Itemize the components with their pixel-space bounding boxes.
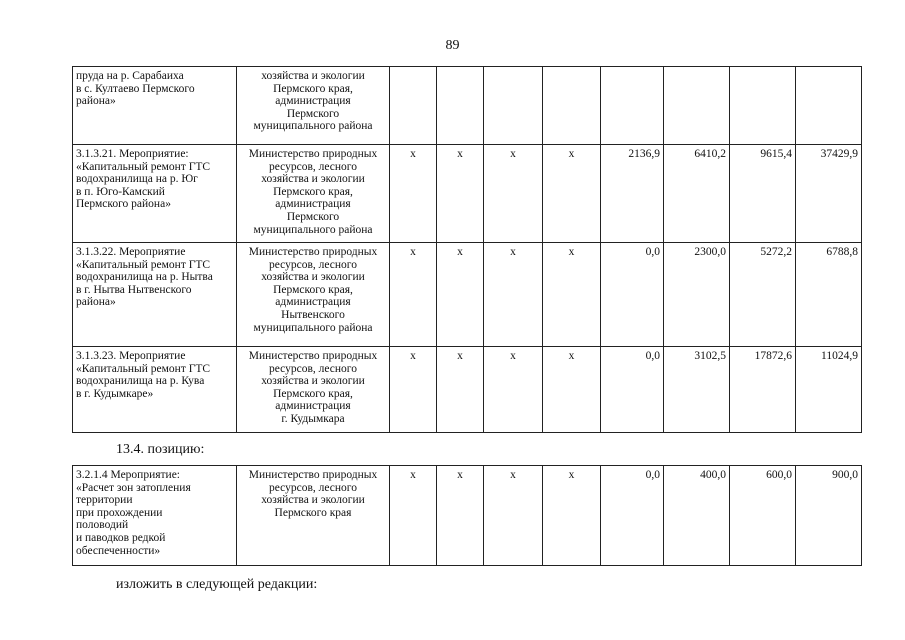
measure-name-line: 3.2.1.4 Мероприятие: bbox=[76, 469, 181, 481]
measure-name-line: Пермского района» bbox=[76, 198, 171, 211]
mark-cell bbox=[543, 67, 601, 145]
amount-cell: 0,0 bbox=[601, 347, 664, 433]
mark-cell: х bbox=[484, 466, 543, 566]
measure-name-line: и паводков редкой bbox=[76, 531, 166, 544]
responsible-cell bbox=[237, 347, 390, 433]
responsible-line: Пермского bbox=[286, 107, 340, 120]
responsible-line: ресурсов, лесного bbox=[269, 481, 357, 494]
table-row bbox=[73, 466, 862, 566]
responsible-line: ресурсов, лесного bbox=[269, 258, 357, 271]
responsible-line: Нытвенского bbox=[281, 308, 345, 321]
responsible-line: муниципального района bbox=[253, 120, 373, 133]
amount-cell: 11024,9 bbox=[796, 347, 862, 433]
table-row bbox=[73, 347, 862, 433]
responsible-line: хозяйства и экологии bbox=[261, 173, 365, 186]
mark-cell bbox=[390, 67, 437, 145]
responsible-cell bbox=[237, 67, 390, 145]
amount-cell bbox=[730, 67, 796, 145]
amount-cell: 37429,9 bbox=[796, 145, 862, 243]
responsible-line: хозяйства и экологии bbox=[261, 375, 365, 388]
measure-name-line: при прохождении bbox=[76, 506, 163, 519]
responsible-line: Пермского края, bbox=[273, 283, 353, 296]
measure-name-cell bbox=[73, 347, 237, 433]
responsible-line: Пермского края, bbox=[273, 185, 353, 198]
table-row bbox=[73, 145, 862, 243]
table-row bbox=[73, 67, 862, 145]
responsible-line: ресурсов, лесного bbox=[269, 160, 357, 173]
amount-cell: 2136,9 bbox=[601, 145, 664, 243]
measure-name-line: «Капитальный ремонт ГТС bbox=[76, 160, 211, 173]
mark-cell: х bbox=[484, 243, 543, 347]
measure-name-line: 3.1.3.23. Мероприятие bbox=[76, 350, 186, 362]
measure-name-line: района» bbox=[76, 296, 116, 309]
measure-name-line: в г. Нытва Нытвенского bbox=[76, 283, 192, 296]
responsible-line: хозяйства и экологии bbox=[261, 271, 365, 284]
mark-cell: х bbox=[543, 145, 601, 243]
page-number: 89 bbox=[445, 38, 460, 53]
measure-name-cell bbox=[73, 67, 237, 145]
responsible-line: администрация bbox=[275, 400, 351, 413]
measure-table-3214 bbox=[72, 465, 862, 566]
responsible-line: Пермского bbox=[286, 210, 340, 223]
table-row bbox=[73, 243, 862, 347]
measure-name-line: обеспеченности» bbox=[76, 544, 161, 557]
responsible-line: Пермского края, bbox=[273, 82, 353, 95]
measure-name-cell bbox=[73, 466, 237, 566]
responsible-line: Министерство природных bbox=[248, 148, 378, 160]
responsible-line: Министерство природных bbox=[248, 469, 378, 481]
responsible-line: муниципального района bbox=[253, 321, 373, 334]
responsible-line: администрация bbox=[275, 95, 351, 108]
responsible-line: Министерство природных bbox=[248, 246, 378, 258]
measure-name-line: половодий bbox=[76, 519, 129, 532]
responsible-cell bbox=[237, 243, 390, 347]
amount-cell: 600,0 bbox=[730, 466, 796, 566]
paragraph-new-edition: изложить в следующей редакции: bbox=[116, 577, 318, 592]
measure-name-line: в г. Кудымкаре» bbox=[76, 387, 154, 400]
responsible-line: ресурсов, лесного bbox=[269, 362, 357, 375]
responsible-line: Пермского края, bbox=[273, 387, 353, 400]
measure-name-line: водохранилища на р. Нытва bbox=[76, 271, 213, 284]
mark-cell: х bbox=[390, 347, 437, 433]
amount-cell: 2300,0 bbox=[664, 243, 730, 347]
responsible-cell bbox=[237, 466, 390, 566]
mark-cell bbox=[437, 67, 484, 145]
responsible-line: Пермского края bbox=[274, 506, 352, 519]
amount-cell: 17872,6 bbox=[730, 347, 796, 433]
amount-cell: 900,0 bbox=[796, 466, 862, 566]
responsible-line: хозяйства и экологии bbox=[261, 70, 365, 82]
responsible-line: администрация bbox=[275, 296, 351, 309]
measure-name-line: 3.1.3.22. Мероприятие bbox=[76, 246, 186, 258]
mark-cell: х bbox=[437, 466, 484, 566]
responsible-line: муниципального района bbox=[253, 223, 373, 236]
mark-cell: х bbox=[543, 347, 601, 433]
measure-name-line: территории bbox=[76, 494, 133, 507]
measure-name-line: водохранилища на р. Кува bbox=[76, 375, 205, 388]
mark-cell: х bbox=[390, 145, 437, 243]
mark-cell: х bbox=[390, 466, 437, 566]
measure-name-line: в п. Юго-Камский bbox=[76, 185, 165, 198]
amount-cell: 6788,8 bbox=[796, 243, 862, 347]
responsible-cell bbox=[237, 145, 390, 243]
mark-cell: х bbox=[543, 243, 601, 347]
mark-cell: х bbox=[437, 347, 484, 433]
responsible-line: г. Кудымкара bbox=[281, 412, 345, 425]
measure-name-cell bbox=[73, 243, 237, 347]
amount-cell bbox=[796, 67, 862, 145]
responsible-line: администрация bbox=[275, 198, 351, 211]
measure-name-line: района» bbox=[76, 95, 116, 108]
responsible-line: хозяйства и экологии bbox=[261, 494, 365, 507]
amount-cell: 5272,2 bbox=[730, 243, 796, 347]
amount-cell: 9615,4 bbox=[730, 145, 796, 243]
amount-cell: 400,0 bbox=[664, 466, 730, 566]
amount-cell: 6410,2 bbox=[664, 145, 730, 243]
mark-cell: х bbox=[437, 145, 484, 243]
mark-cell: х bbox=[484, 145, 543, 243]
mark-cell bbox=[484, 67, 543, 145]
measure-name-line: «Расчет зон затопления bbox=[76, 481, 191, 494]
mark-cell: х bbox=[484, 347, 543, 433]
measure-name-line: 3.1.3.21. Мероприятие: bbox=[76, 148, 189, 160]
measure-name-cell bbox=[73, 145, 237, 243]
mark-cell: х bbox=[437, 243, 484, 347]
measure-name-line: «Капитальный ремонт ГТС bbox=[76, 258, 211, 271]
responsible-line: Министерство природных bbox=[248, 350, 378, 362]
amount-cell bbox=[664, 67, 730, 145]
amount-cell: 0,0 bbox=[601, 243, 664, 347]
measure-name-line: в с. Култаево Пермского bbox=[76, 82, 195, 95]
mark-cell: х bbox=[390, 243, 437, 347]
paragraph-position: 13.4. позицию: bbox=[116, 442, 205, 457]
measure-name-line: пруда на р. Сарабаиха bbox=[76, 70, 184, 82]
amount-cell: 3102,5 bbox=[664, 347, 730, 433]
measure-name-line: водохранилища на р. Юг bbox=[76, 173, 198, 186]
measure-name-line: «Капитальный ремонт ГТС bbox=[76, 362, 211, 375]
amount-cell bbox=[601, 67, 664, 145]
measures-table bbox=[72, 66, 862, 433]
amount-cell: 0,0 bbox=[601, 466, 664, 566]
mark-cell: х bbox=[543, 466, 601, 566]
